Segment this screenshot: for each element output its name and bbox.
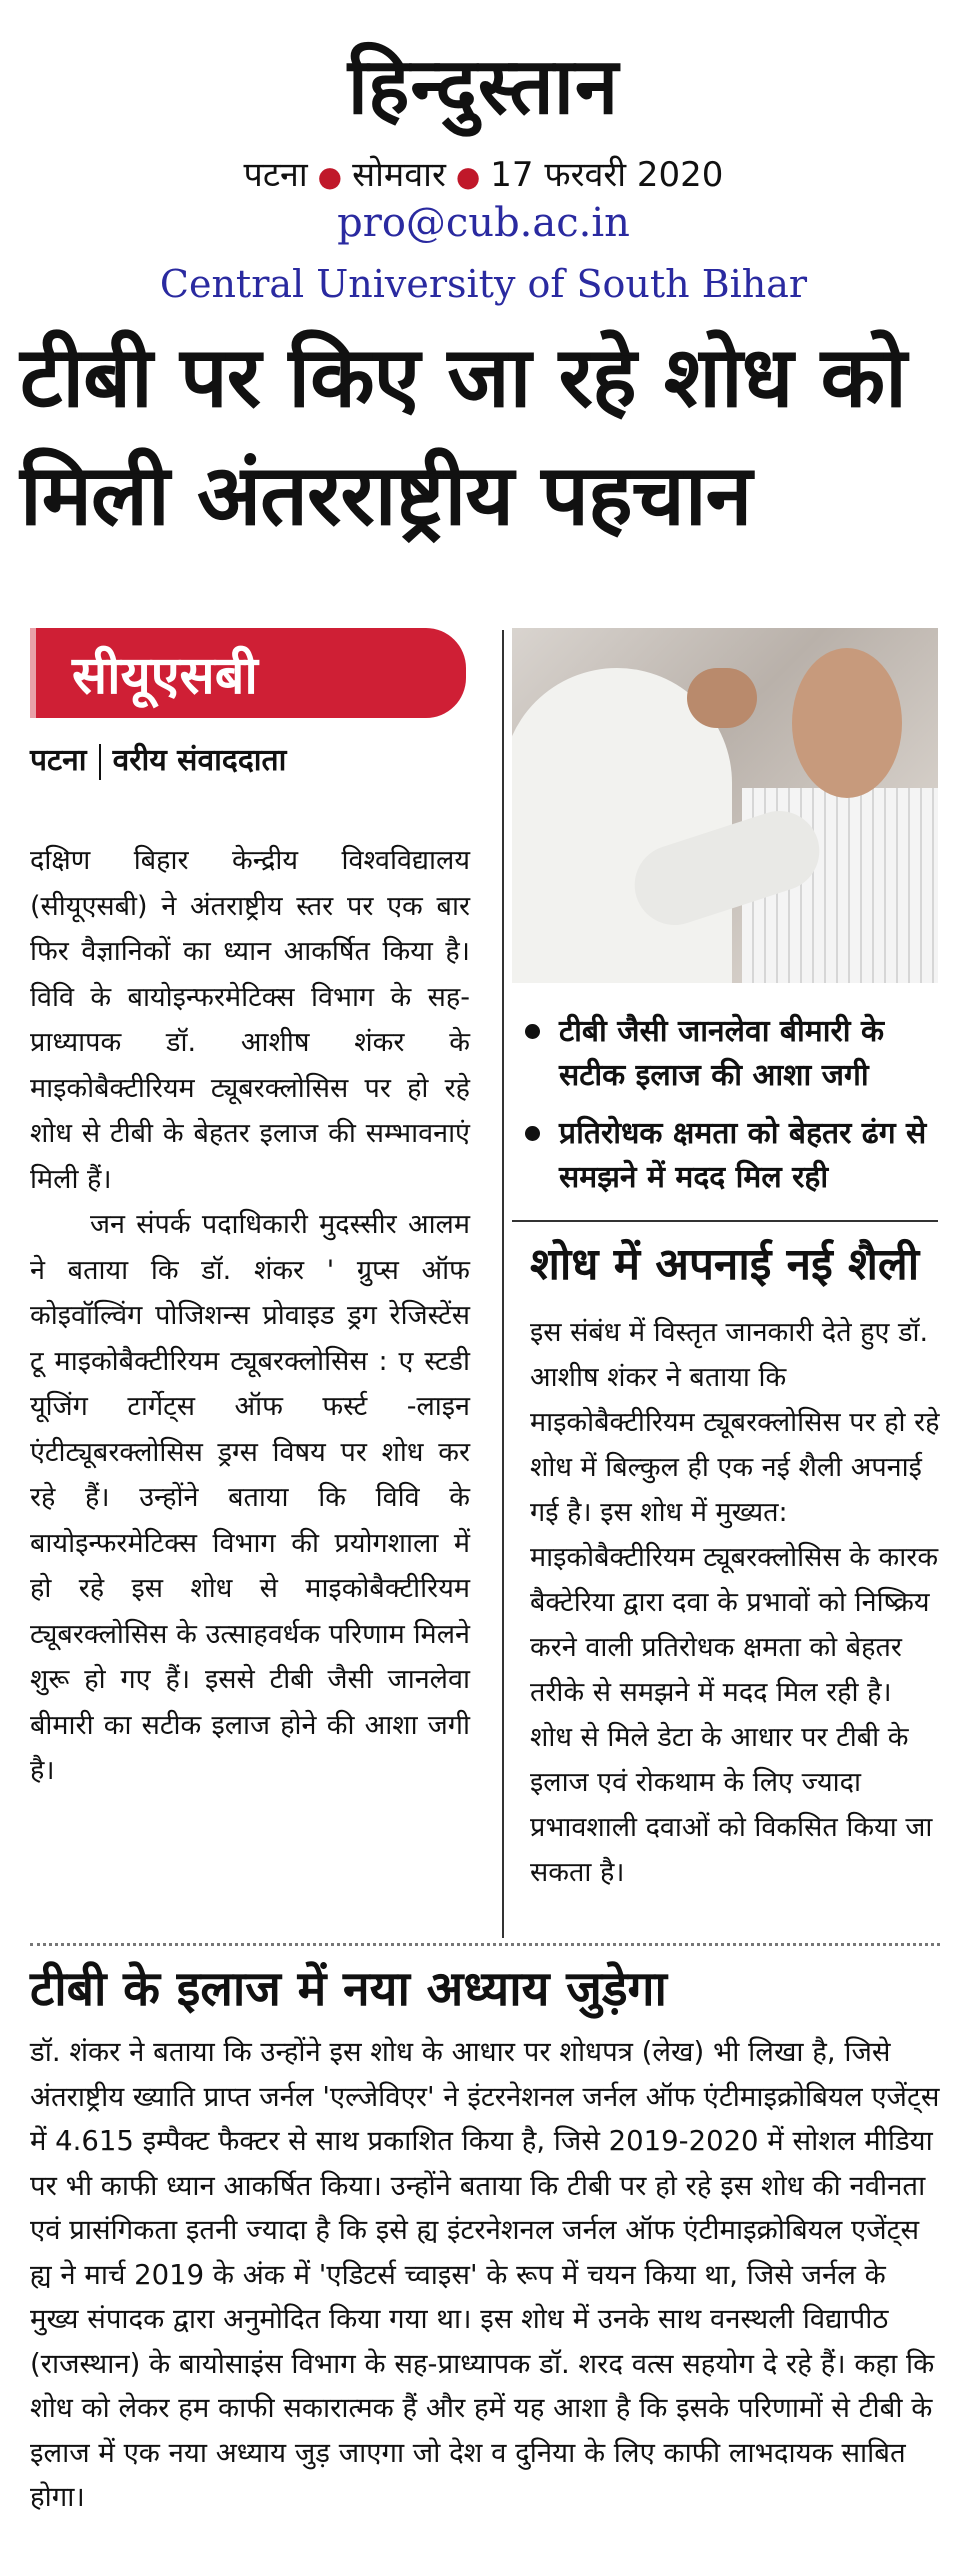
byline-city: पटना xyxy=(30,743,87,778)
section-divider xyxy=(512,1220,938,1222)
paragraph: डॉ. शंकर ने बताया कि उन्होंने इस शोध के आधार पर शोधपत्र (लेख) भी लिखा है, जिसे अंतराष्ट्रीय ख्याति प्राप्त जर्नल 'एल्जेविएर' ने इंटरनेशनल जर्नल ऑफ एंटीमाइक्रोबियल एजेंट्स में 4.615 इम्पैक्ट फैक्टर से साथ प्रकाशित किया है, जिसे 2019-2020 में सोशल मीडिया पर भी काफी ध्यान आकर्षित किया। उन्होंने बताया कि टीबी पर हो रहे इस शोध की नवीनता एवं प्रासंगिकता इतनी ज्यादा है कि इसे ह्य इंटरनेशनल जर्नल ऑफ एंटीमाइक्रोबियल एजेंट्स ह्य ने मार्च 2019 के अंक में 'एडिटर्स च्वाइस' के रूप में चयन किया था, जिसे जर्नल के मुख्य संपादक द्वारा अनुमोदित किया गया था। इस शोध में उनके साथ वनस्थली विद्यापीठ (राजस्थान) के बायोसाइंस विभाग के सह-प्राध्यापक डॉ. शरद वत्स सहयोग दे रहे हैं। कहा कि शोध को लेकर हम काफी सकारात्मक हैं और हमें यह आशा है कि इसके परिणामों से टीबी के इलाज में एक नया अध्याय जुड़ जाएगा जो देश व दुनिया के लिए काफी लाभदायक साबित होगा। xyxy=(30,2036,940,2513)
byline-divider xyxy=(99,744,101,780)
paragraph: इस संबंध में विस्तृत जानकारी देते हुए डॉ. आशीष शंकर ने बताया कि माइकोबैक्टीरियम ट्यूबरक्लोसिस पर हो रहे शोध में बिल्कुल ही एक नई शैली अपनाई गई है। इस शोध में मुख्यत: माइकोबैक्टीरियम ट्यूबरक्लोसिस के कारक बैक्टेरिया द्वारा दवा के प्रभावों को निष्क्रिय करने वाली प्रतिरोधक क्षमता को बेहतर तरीके से समझने में मदद मिल रही है। शोध से मिले डेटा के आधार पर टीबी के इलाज एवं रोकथाम के लिए ज्यादा प्रभावशाली दवाओं को विकसित किया जा सकता है। xyxy=(530,1317,940,1888)
dateline-date: 17 फरवरी 2020 xyxy=(490,155,724,195)
highlight-item: प्रतिरोधक क्षमता को बेहतर ढंग से समझने में मदद मिल रही xyxy=(525,1112,945,1200)
headline-line-2: मिली अंतरराष्ट्रीय पहचान xyxy=(20,446,752,544)
left-column xyxy=(30,838,470,1794)
dateline-city: पटना xyxy=(243,155,308,195)
highlight-item: टीबी जैसी जानलेवा बीमारी के सटीक इलाज की आशा जगी xyxy=(525,1010,945,1098)
dateline xyxy=(0,150,967,196)
paragraph: दक्षिण बिहार केन्द्रीय विश्वविद्यालय (सीयूएसबी) ने अंतराष्ट्रीय स्तर पर एक बार फिर वैज्ञानिकों का ध्यान आकर्षित किया है। विवि के बायोइन्फरमेटिक्स विभाग के सह-प्राध्यापक डॉ. आशीष शंकर के माइकोबैक्टीरियम ट्यूबरक्लोसिस पर हो रहे शोध से टीबी के बेहतर इलाज की सम्भावनाएं मिली हैं। xyxy=(30,845,470,1195)
article-photo xyxy=(512,628,938,983)
section-tag xyxy=(36,628,466,718)
dateline-day: सोमवार xyxy=(352,155,446,195)
bullet-icon xyxy=(525,1126,540,1141)
contact-email: pro@cub.ac.in xyxy=(337,200,630,246)
byline xyxy=(30,738,286,780)
newspaper-masthead: हिन्दुस्तान xyxy=(347,42,620,132)
bottom-body xyxy=(30,2030,940,2520)
right-column xyxy=(530,1310,940,1895)
section-tag-label: सीयूएसबी xyxy=(72,646,258,706)
column-divider xyxy=(502,630,504,1938)
bullet-dot-icon: ● xyxy=(317,160,343,193)
highlight-bullets xyxy=(525,1010,945,1214)
headline xyxy=(20,318,950,554)
bullet-dot-icon: ● xyxy=(455,160,481,193)
headline-line-1: टीबी पर किए जा रहे शोध को xyxy=(20,328,906,426)
byline-reporter: वरीय संवाददाता xyxy=(112,743,287,778)
dotted-divider xyxy=(30,1943,940,1946)
university-name: Central University of South Bihar xyxy=(159,262,808,306)
paragraph: जन संपर्क पदाधिकारी मुदस्सीर आलम ने बताया कि डॉ. शंकर ' ग्रुप्स ऑफ कोइवॉल्विंग पोजिशन्स प्रोवाइड ड्रग रेजिस्टेंस टू माइकोबैक्टीरियम ट्यूबरक्लोसिस : ए स्टडी यूजिंग टार्गेट्स ऑफ फर्स्ट -लाइन एंटीट्यूबरक्लोसिस ड्रग्स विषय पर शोध कर रहे हैं। उन्होंने बताया कि विवि के बायोइन्फरमेटिक्स विभाग की प्रयोगशाला में हो रहे इस शोध से माइकोबैक्टीरियम ट्यूबरक्लोसिस के उत्साहवर्धक परिणाम मिलने शुरू हो गए हैं। इससे टीबी जैसी जानलेवा बीमारी का सटीक इलाज होने की आशा जगी है। xyxy=(30,1209,470,1786)
right-subhead: शोध में अपनाई नई शैली xyxy=(530,1239,920,1290)
bullet-icon xyxy=(525,1024,540,1039)
bottom-subhead: टीबी के इलाज में नया अध्याय जुड़ेगा xyxy=(30,1961,667,2017)
